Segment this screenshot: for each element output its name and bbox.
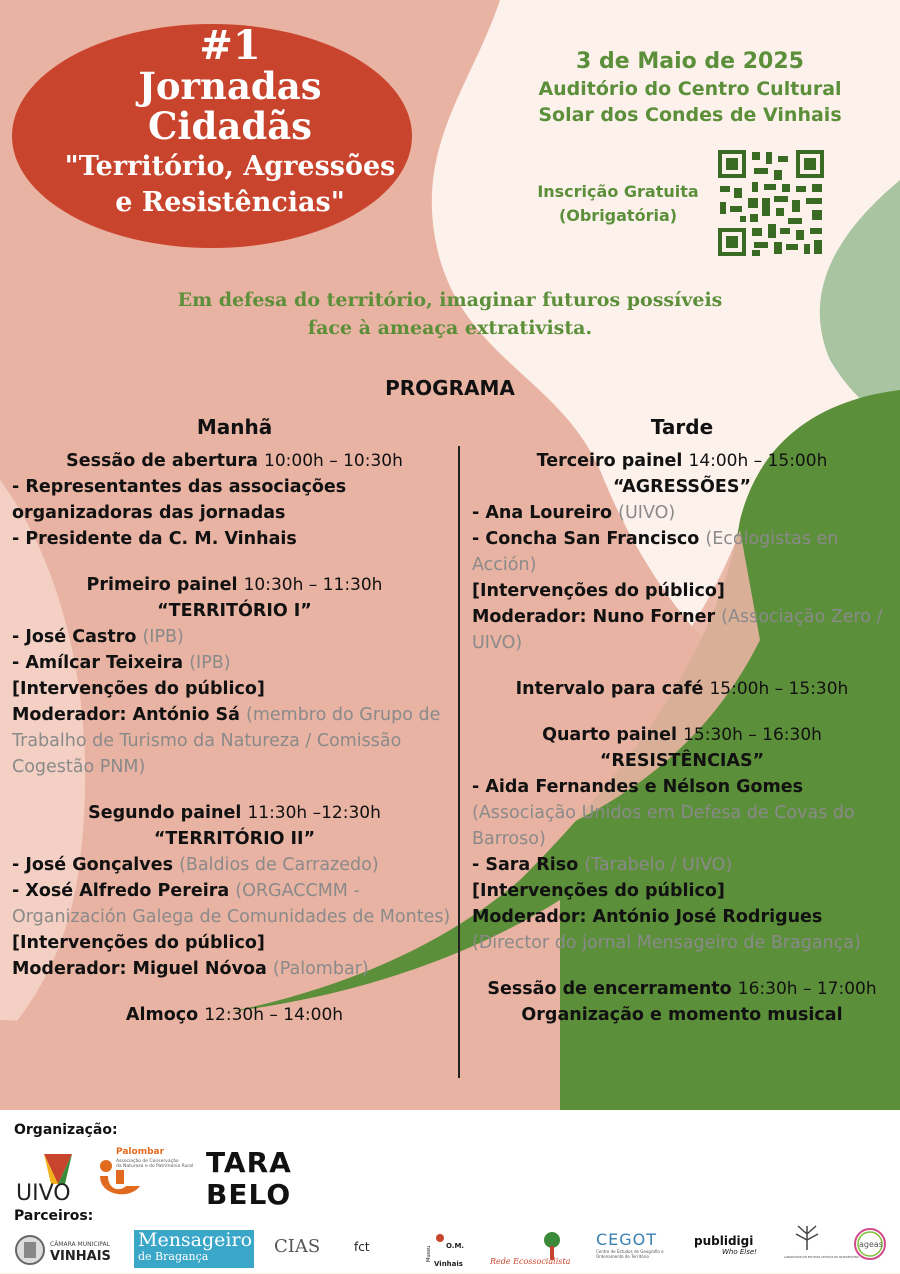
- event-venue-line1: Auditório do Centro Cultural: [538, 78, 842, 100]
- cias-logo[interactable]: CIAS: [274, 1236, 321, 1257]
- palombar-name: Palombar: [116, 1147, 165, 1157]
- organization-label: Organização:: [14, 1122, 118, 1138]
- session-line: - Representantes das associações organizadoras das jornadas: [12, 477, 347, 523]
- afternoon-header: Tarde: [650, 415, 714, 439]
- moderator-name: Moderador: António José Rodrigues: [472, 907, 823, 927]
- event-subtitle-line1: "Território, Agressões: [64, 151, 396, 182]
- speaker-affiliation: (IPB): [142, 627, 184, 647]
- museu-letters: O.M.: [446, 1242, 465, 1250]
- event-date: 3 de Maio de 2025: [576, 49, 804, 74]
- speaker-affiliation: (Baldios de Carrazedo): [179, 855, 379, 875]
- session-title: Primeiro painel: [86, 575, 238, 595]
- moderator-name: Moderador: António Sá: [12, 705, 240, 725]
- speaker-name: - Sara Riso: [472, 855, 579, 875]
- qr-code-icon[interactable]: [716, 148, 826, 258]
- palombar-bird-icon: [96, 1144, 202, 1208]
- event-subtitle-line2: e Resistências": [115, 187, 345, 218]
- session-title: Sessão de abertura: [66, 451, 258, 471]
- session-title: Terceiro painel: [536, 451, 683, 471]
- closing-line: Organização e momento musical: [521, 1005, 843, 1025]
- lunch-break: [12, 1002, 457, 1028]
- event-info: [520, 48, 860, 128]
- speaker-name: - Ana Loureiro: [472, 503, 613, 523]
- interventions-line: [Intervenções do público]: [472, 881, 725, 901]
- registration-line1: Inscrição Gratuita: [537, 182, 699, 201]
- event-title-block: [40, 22, 420, 218]
- camara-name: VINHAIS: [50, 1249, 111, 1264]
- ageas-name: ageas: [859, 1240, 883, 1249]
- afternoon-column: [472, 414, 892, 1048]
- speaker-affiliation: (Ecologistas en Acción): [472, 529, 839, 575]
- registration-info: [528, 180, 708, 228]
- closing-session: [472, 976, 892, 1028]
- speaker-name: - Aida Fernandes e Nélson Gomes: [472, 777, 804, 797]
- session-time: 10:30h – 11:30h: [243, 575, 383, 595]
- speaker-affiliation: (Associação Unidos em Defesa de Covas do Barroso): [472, 803, 855, 849]
- uivo-logo[interactable]: [14, 1150, 88, 1206]
- session-time: 11:30h –12:30h: [247, 803, 381, 823]
- speaker-name: - José Castro: [12, 627, 137, 647]
- tarabelo-logo[interactable]: [204, 1144, 300, 1210]
- uivo-logo-text: UIVO: [16, 1181, 71, 1206]
- interventions-line: [Intervenções do público]: [472, 581, 725, 601]
- laboratorio-tree-icon: [784, 1220, 859, 1268]
- speaker-affiliation: (ORGACCMM - Organización Galega de Comunidades de Montes): [12, 881, 451, 927]
- column-divider: [458, 446, 460, 1078]
- moderator-affiliation: (Director do jornal Mensageiro de Bragança): [472, 933, 861, 953]
- session-subtitle: “TERRITÓRIO II”: [153, 829, 316, 849]
- mensageiro-line2: de Bragança: [138, 1250, 209, 1263]
- palombar-desc1: Associação de Conservação: [116, 1159, 179, 1164]
- session-time: 10:00h – 10:30h: [264, 451, 403, 471]
- session-time: 14:00h – 15:00h: [688, 451, 828, 471]
- moderator-affiliation: (membro do Grupo de Trabalho de Turismo da Natureza / Comissão Cogestão PNM): [12, 705, 441, 777]
- fct-logo[interactable]: fct: [354, 1240, 370, 1254]
- camara-vinhais-logo[interactable]: [14, 1230, 114, 1268]
- speaker-name: - Amílcar Teixeira: [12, 653, 184, 673]
- panel-1: [12, 572, 457, 780]
- interventions-line: [Intervenções do público]: [12, 933, 265, 953]
- session-time: 12:30h – 14:00h: [204, 1005, 344, 1025]
- morning-column: [12, 414, 457, 1048]
- session-title: Almoço: [125, 1005, 199, 1025]
- palombar-logo[interactable]: [96, 1144, 202, 1208]
- laboratorio-logo[interactable]: [784, 1220, 859, 1268]
- session-subtitle: “RESISTÊNCIAS”: [599, 751, 765, 771]
- ageas-logo[interactable]: [852, 1226, 888, 1262]
- camara-small: CÂMARA MUNICIPAL: [50, 1241, 110, 1248]
- moderator-name: Moderador: Miguel Nóvoa: [12, 959, 267, 979]
- tagline-line1: Em defesa do território, imaginar futuros possíveis: [177, 289, 723, 311]
- session-title: Intervalo para café: [515, 679, 704, 699]
- rede-ecossocialista-logo[interactable]: [490, 1228, 571, 1270]
- speaker-affiliation: (UIVO): [618, 503, 676, 523]
- coffee-break: [472, 676, 892, 702]
- rede-name: Rede Ecossocialista: [490, 1257, 571, 1266]
- session-title: Segundo painel: [88, 803, 242, 823]
- mensageiro-logo[interactable]: [134, 1230, 254, 1268]
- interventions-line: [Intervenções do público]: [12, 679, 265, 699]
- moderator-name: Moderador: Nuno Forner: [472, 607, 716, 627]
- session-title: Sessão de encerramento: [487, 979, 732, 999]
- speaker-affiliation: (Tarabelo / UIVO): [584, 855, 733, 875]
- session-time: 15:30h – 16:30h: [683, 725, 822, 745]
- edition-number: #1: [199, 22, 261, 69]
- cegot-logo[interactable]: [596, 1230, 666, 1270]
- speaker-name: - Concha San Francisco: [472, 529, 700, 549]
- event-title-line2: Cidadãs: [147, 104, 313, 148]
- publidigi-logo[interactable]: [694, 1234, 764, 1270]
- publidigi-name: publidigi: [694, 1234, 754, 1248]
- tagline: [120, 286, 780, 342]
- morning-header: Manhã: [196, 415, 273, 439]
- moderator-affiliation: (Palombar): [272, 959, 369, 979]
- speaker-name: - Xosé Alfredo Pereira: [12, 881, 230, 901]
- tarabelo-logo-icon: [204, 1144, 300, 1210]
- panel-3: [472, 448, 892, 656]
- registration-line2: (Obrigatória): [558, 206, 678, 225]
- panel-4: [472, 722, 892, 956]
- program-heading: PROGRAMA: [385, 376, 515, 400]
- cegot-name: CEGOT: [596, 1230, 658, 1249]
- cegot-desc: Centro de Estudos de Geografia e Ordenamento do Território: [596, 1249, 664, 1259]
- museu-logo-icon: [424, 1228, 468, 1270]
- tarabelo-line1: TARA: [206, 1146, 292, 1179]
- session-title: Quarto painel: [542, 725, 677, 745]
- tree-icon: [490, 1228, 571, 1270]
- tarabelo-line2: BELO: [206, 1178, 292, 1211]
- session-line: - Presidente da C. M. Vinhais: [12, 529, 297, 549]
- moderator-affiliation: (Associação Zero / UIVO): [472, 607, 883, 653]
- panel-2: [12, 800, 457, 982]
- session-time: 15:00h – 15:30h: [709, 679, 849, 699]
- session-time: 16:30h – 17:00h: [737, 979, 877, 999]
- uivo-logo-icon: [14, 1150, 88, 1206]
- museu-name: Vinhais: [434, 1260, 463, 1268]
- session-subtitle: “AGRESSÕES”: [613, 477, 751, 497]
- vinhais-crest-icon: [14, 1230, 114, 1268]
- laboratorio-desc: LABORATÓRIO DE ESTUDOS CRÍTICOS DE ANTROPOCENO: [784, 1256, 859, 1259]
- partners-label: Parceiros:: [14, 1208, 94, 1224]
- speaker-affiliation: (IPB): [189, 653, 231, 673]
- palombar-desc2: da Natureza e do Património Rural: [116, 1164, 194, 1169]
- ageas-ring-icon: [852, 1226, 888, 1262]
- museu-vinhais-logo[interactable]: [424, 1228, 468, 1270]
- opening-session: [12, 448, 457, 552]
- footer-logos: [0, 1110, 900, 1273]
- tagline-line2: face à ameaça extrativista.: [307, 317, 593, 339]
- session-subtitle: “TERRITÓRIO I”: [157, 601, 312, 621]
- museu-vertical: Museu: [426, 1245, 432, 1262]
- mensageiro-line1: Mensageiro: [138, 1229, 253, 1251]
- speaker-name: - José Gonçalves: [12, 855, 173, 875]
- event-title-line1: Jornadas: [138, 64, 322, 108]
- publidigi-tag: Who Else!: [722, 1248, 757, 1256]
- event-venue-line2: Solar dos Condes de Vinhais: [538, 104, 842, 126]
